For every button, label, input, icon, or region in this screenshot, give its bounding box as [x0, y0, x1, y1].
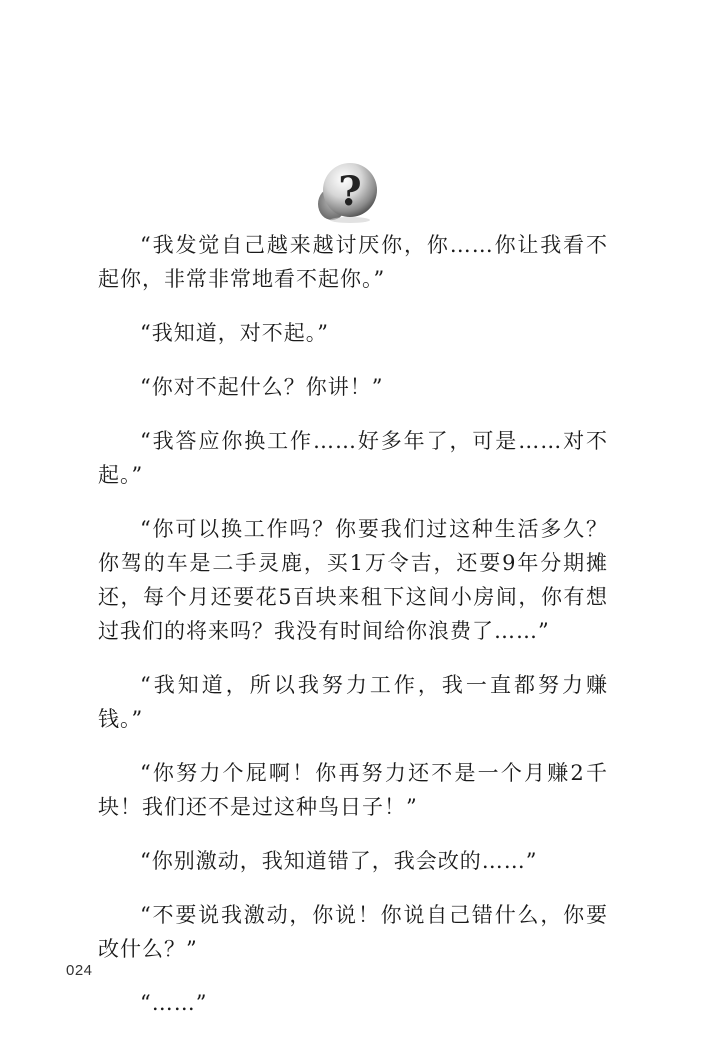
paragraph: “我知道，对不起。” — [140, 321, 329, 345]
paragraph: “不要说我激动，你说！你说自己错什么，你要改什么？” — [98, 903, 608, 961]
paragraph: “我答应你换工作……好多年了，可是……对不起。” — [98, 429, 608, 487]
paragraph: “……” — [140, 991, 208, 1015]
page-number: 024 — [66, 962, 93, 979]
paragraph: “你对不起什么？你讲！” — [140, 375, 384, 399]
story-text — [98, 228, 608, 1040]
question-mark-balloon-icon — [310, 160, 380, 226]
paragraph: “你努力个屁啊！你再努力还不是一个月赚2千块！我们还不是过这种鸟日子！” — [98, 761, 608, 819]
svg-text:?: ? — [338, 168, 362, 215]
paragraph: “我发觉自己越来越讨厌你，你……你让我看不起你，非常非常地看不起你。” — [98, 233, 608, 291]
paragraph: “我知道，所以我努力工作，我一直都努力赚钱。” — [98, 673, 608, 731]
paragraph: “你别激动，我知道错了，我会改的……” — [140, 849, 538, 873]
paragraph: “你可以换工作吗？你要我们过这种生活多久？你驾的车是二手灵鹿，买1万令吉，还要9年分期摊还，每个月还要花5百块来租下这间小房间，你有想过我们的将来吗？我没有时间给你浪费了……” — [98, 517, 608, 643]
